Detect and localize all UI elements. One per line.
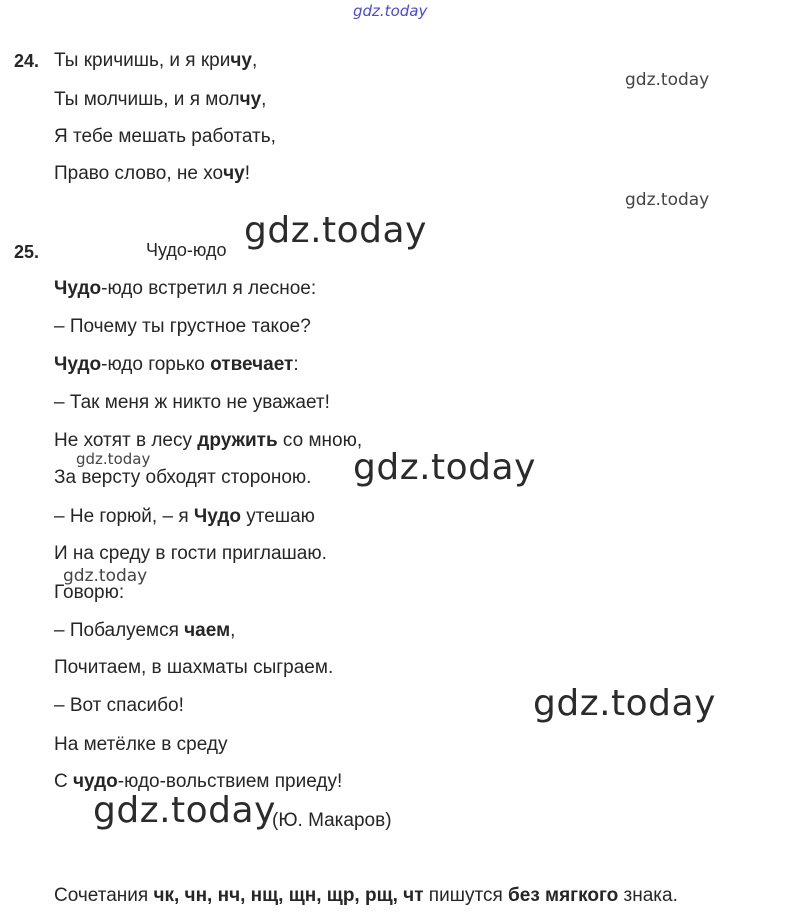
poem-author: (Ю. Макаров)	[272, 810, 392, 831]
poem-line: С чудо-юдо-вольствием приеду!	[54, 771, 343, 792]
poem-line: Чудо-юдо горько отвечает:	[54, 354, 299, 375]
poem-line: Чудо-юдо встретил я лесное:	[54, 278, 317, 299]
watermark: gdz.today	[533, 683, 716, 724]
poem-line: На метёлке в среду	[54, 734, 228, 755]
poem-line: Я тебе мешать работать,	[54, 126, 276, 147]
poem-line: – Побалуемся чаем,	[54, 620, 236, 641]
poem-line: Ты молчишь, и я молчу,	[54, 89, 267, 110]
poem-line: И на среду в гости приглашаю.	[54, 543, 327, 564]
poem-line: За версту обходят стороною.	[54, 467, 312, 488]
poem-line: Ты кричишь, и я кричу,	[54, 50, 258, 71]
poem-line: – Так меня ж никто не уважает!	[54, 392, 330, 413]
poem-title: Чудо-юдо	[146, 240, 227, 260]
exercise-number-25: 25.	[14, 242, 40, 262]
poem-line: Почитаем, в шахматы сыграем.	[54, 657, 334, 678]
rule-summary: Сочетания чк, чн, нч, нщ, щн, щр, рщ, чт пишутся без мягкого знака.	[54, 885, 678, 906]
watermark: gdz.today	[244, 210, 427, 251]
watermark: gdz.today	[93, 790, 276, 831]
watermark: gdz.today	[76, 450, 151, 468]
poem-line: – Вот спасибо!	[54, 695, 184, 716]
watermark: gdz.today	[625, 190, 710, 210]
watermark: gdz.today	[353, 447, 536, 488]
watermark: gdz.today	[625, 70, 710, 90]
watermark-top: gdz.today	[353, 2, 428, 20]
exercise-number-24: 24.	[14, 51, 40, 71]
poem-line: Право слово, не хочу!	[54, 163, 250, 184]
poem-line: – Почему ты грустное такое?	[54, 316, 311, 337]
poem-line: Говорю:	[54, 582, 125, 603]
poem-line: Не хотят в лесу дружить со мною,	[54, 430, 363, 451]
watermark: gdz.today	[63, 566, 148, 586]
poem-line: – Не горюй, – я Чудо утешаю	[54, 506, 315, 527]
